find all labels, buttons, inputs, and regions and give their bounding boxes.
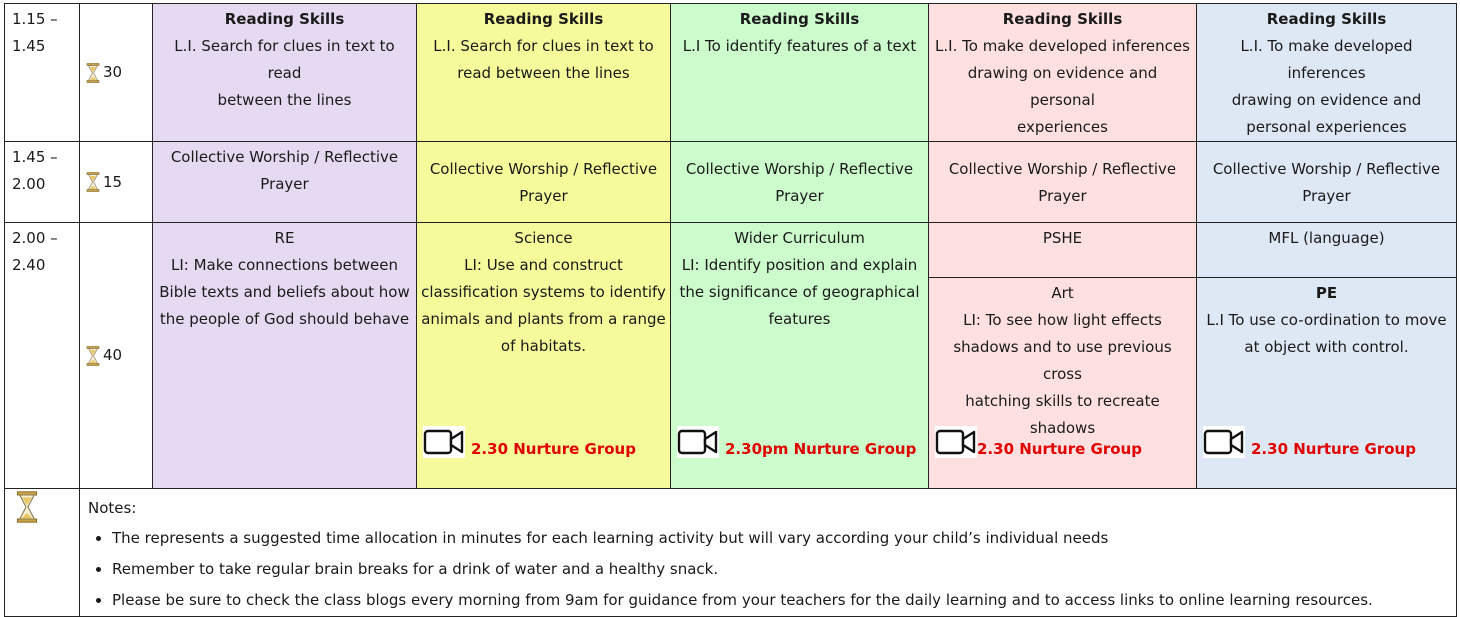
hourglass-icon (86, 63, 100, 83)
video-camera-icon[interactable] (677, 426, 719, 458)
lesson-title: Reading Skills (483, 10, 604, 28)
lesson-cell: Reading Skills L.I To identify features of a text (671, 4, 929, 142)
duration-minutes: 40 (103, 346, 123, 364)
notes (80, 489, 1457, 617)
lesson-cell: Collective Worship / Reflective Prayer (929, 142, 1197, 223)
lesson-cell: Reading Skills L.I. Search for clues in text to read between the lines (417, 4, 671, 142)
timetable (4, 3, 1457, 617)
time-slot: 1.45 – 2.00 (5, 142, 80, 223)
lesson-title: PSHE (1042, 229, 1083, 247)
video-camera-icon[interactable] (423, 426, 465, 458)
lesson-cell: Art LI: To see how light effects shadows and to use previous cross hatching skills to recreate shadows 2.30 Nurture Group (929, 278, 1197, 489)
duration-cell (80, 142, 153, 223)
nurture-group-link[interactable] (1203, 426, 1416, 458)
lesson-cell: Collective Worship / Reflective Prayer (671, 142, 929, 223)
lesson-cell: PE L.I To use co-ordination to move at object with control. 2.30 Nurture Group (1197, 278, 1457, 489)
lesson-title: RE (274, 229, 295, 247)
nurture-group-link[interactable] (677, 426, 916, 458)
duration-cell (80, 223, 153, 489)
lesson-title: Wider Curriculum (734, 229, 865, 247)
lesson-cell: Collective Worship / Reflective Prayer (153, 142, 417, 223)
duration-minutes: 30 (103, 63, 123, 81)
notes-row (5, 489, 1457, 617)
lesson-title: Art (1051, 284, 1074, 302)
lesson-cell: Reading Skills L.I. To make developed inferences drawing on evidence and personal experiences (1197, 4, 1457, 142)
nurture-group-label: 2.30pm Nurture Group (725, 439, 917, 458)
note-item: • Please be sure to check the class blogs every morning from 9am for guidance from your teachers for the daily learning and to access links to online learning resources. (112, 585, 1456, 616)
lesson-cell: Science LI: Use and construct classification systems to identify animals and plants from a range of habitats. 2.30 Nurture Group (417, 223, 671, 489)
timetable-row-1 (5, 4, 1457, 142)
lesson-title: MFL (language) (1268, 229, 1385, 247)
timetable-row-3 (5, 223, 1457, 278)
timetable-row-2 (5, 142, 1457, 223)
lesson-title: Reading Skills (224, 10, 345, 28)
nurture-group-link[interactable] (935, 426, 1142, 458)
lesson-cell: Collective Worship / Reflective Prayer (417, 142, 671, 223)
hourglass-icon (86, 346, 100, 366)
time-slot: 2.00 – 2.40 (5, 223, 80, 489)
nurture-group-link[interactable] (423, 426, 636, 458)
video-camera-icon[interactable] (1203, 426, 1245, 458)
lesson-cell: Collective Worship / Reflective Prayer (1197, 142, 1457, 223)
time-slot: 1.15 – 1.45 (5, 4, 80, 142)
lesson-cell: Reading Skills L.I. Search for clues in text to read between the lines (153, 4, 417, 142)
nurture-group-label: 2.30 Nurture Group (1251, 439, 1416, 458)
lesson-title: Reading Skills (1266, 10, 1387, 28)
lesson-cell: RE LI: Make connections between Bible texts and beliefs about how the people of God should behave (153, 223, 417, 489)
video-camera-icon[interactable] (935, 426, 977, 458)
lesson-cell: Wider Curriculum LI: Identify position and explain the significance of geographical features 2.30pm Nurture Group (671, 223, 929, 489)
lesson-title: PE (1315, 284, 1338, 302)
lesson-title: Reading Skills (739, 10, 860, 28)
lesson-title: Reading Skills (1002, 10, 1123, 28)
note-item: • Remember to take regular brain breaks for a drink of water and a healthy snack. (112, 554, 1456, 585)
lesson-cell: Reading Skills L.I. To make developed inferences drawing on evidence and personal experiences (929, 4, 1197, 142)
notes-icon-cell (5, 489, 80, 617)
notes-list (88, 523, 1456, 616)
lesson-cell (1197, 223, 1457, 278)
lesson-cell (929, 223, 1197, 278)
hourglass-icon (86, 172, 100, 192)
note-item: • The represents a suggested time allocation in minutes for each learning activity but will vary according your child’s individual needs (112, 523, 1456, 554)
notes-heading: Notes: (88, 499, 137, 517)
nurture-group-label: 2.30 Nurture Group (977, 439, 1142, 458)
hourglass-icon (15, 491, 39, 523)
lesson-title: Science (514, 229, 573, 247)
nurture-group-label: 2.30 Nurture Group (471, 439, 636, 458)
duration-cell (80, 4, 153, 142)
duration-minutes: 15 (103, 172, 123, 191)
